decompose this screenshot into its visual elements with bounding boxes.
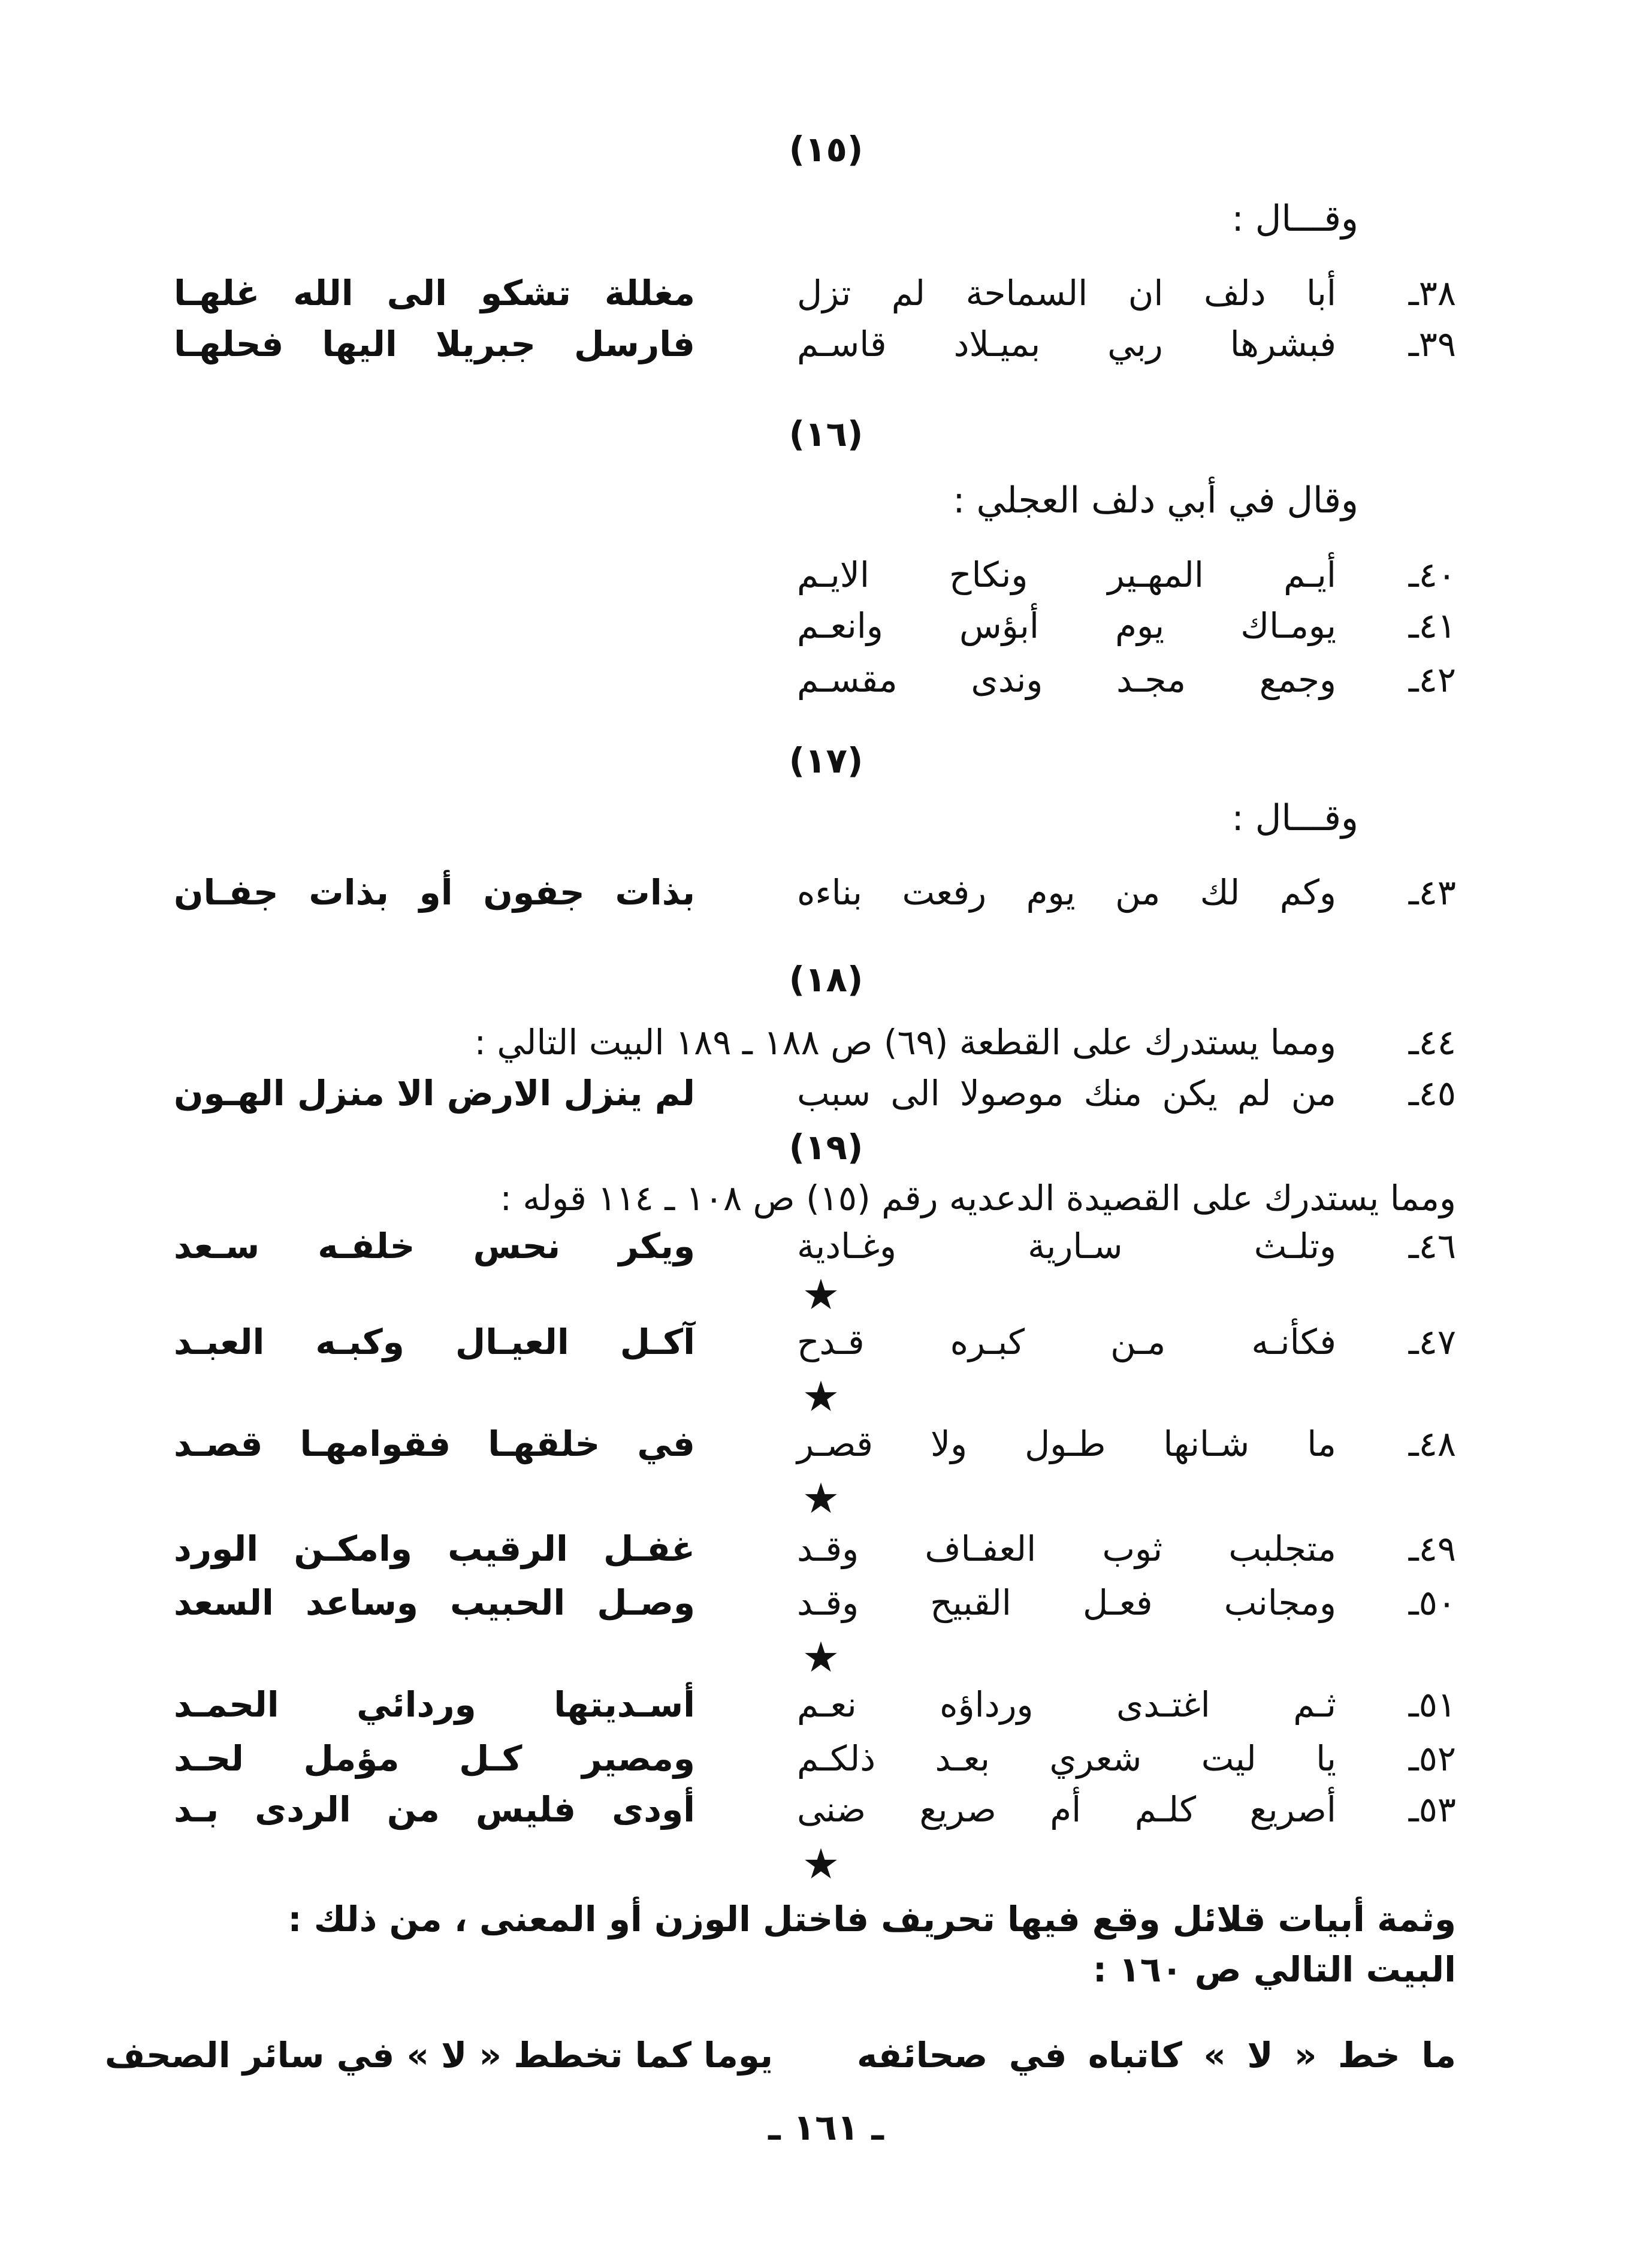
verse-first-hemistich: ثـم اغتـدى ورداؤه نعـم xyxy=(797,1684,1336,1725)
verse-line xyxy=(174,1073,1456,1121)
verse-number: ٤٥ـ xyxy=(1408,1073,1456,1114)
verse-number: ٤٢ـ xyxy=(1408,659,1456,700)
verse-first-hemistich: فكأنـه مـن كبـره قـدح xyxy=(797,1322,1336,1362)
section-heading: (١٦) xyxy=(789,414,863,454)
star-separator: ★ xyxy=(802,1474,840,1523)
note-line xyxy=(174,1178,1456,1226)
page-number: ـ ١٦١ ـ xyxy=(768,2107,884,2149)
verse-first-hemistich: متجلبب ثوب العفـاف وقـد xyxy=(797,1528,1336,1569)
verse-line xyxy=(174,1789,1456,1837)
verse-line xyxy=(174,1528,1456,1576)
verse-first-hemistich: وتلـث سـارية وغـادية xyxy=(797,1226,1336,1266)
verse-first-hemistich: يا ليت شعري بعـد ذلكـم xyxy=(797,1738,1336,1779)
verse-number: ٤٣ـ xyxy=(1408,872,1456,913)
section-intro: وقـــال : xyxy=(1231,198,1358,240)
verse-first-hemistich: أصريع كلـم أم صريع ضنى xyxy=(797,1789,1336,1830)
verse-number: ٤٩ـ xyxy=(1408,1528,1456,1569)
verse-number: ٤١ـ xyxy=(1408,605,1456,646)
verse-line xyxy=(174,1322,1456,1370)
verse-second-hemistich: يوما كما تخطط « لا » في سائر الصحف xyxy=(104,2035,773,2076)
verse-line xyxy=(174,605,1456,653)
section-intro: وقـــال : xyxy=(1231,797,1358,839)
verse-line xyxy=(174,1423,1456,1471)
verse-number: ٥١ـ xyxy=(1408,1684,1456,1725)
verse-second-hemistich: ومصير كـل مؤمل لحـد xyxy=(174,1738,695,1779)
verse-first-hemistich: وجمع مجـد وندى مقسـم xyxy=(797,659,1336,700)
verse-second-hemistich: أودى فليس من الردى بـد xyxy=(174,1789,695,1830)
verse-number: ٣٩ـ xyxy=(1408,324,1456,364)
verse-number: ٥٣ـ xyxy=(1408,1789,1456,1830)
verse-number: ٥٠ـ xyxy=(1408,1582,1456,1623)
note-line xyxy=(174,1022,1456,1070)
verse-second-hemistich: فارسل جبريلا اليها فحلهـا xyxy=(174,324,695,364)
closing-paragraph-line: وثمة أبيات قلائل وقع فيها تحريف فاختل الوزن أو المعنى ، من ذلك : xyxy=(288,1899,1456,1940)
section-heading: (١٧) xyxy=(789,740,863,781)
verse-number: ٤٤ـ xyxy=(1408,1022,1456,1063)
closing-verse xyxy=(104,2035,1456,2083)
verse-line xyxy=(174,1684,1456,1732)
verse-line xyxy=(174,1582,1456,1630)
note-text: ومما يستدرك على القطعة (٦٩) ص ١٨٨ ـ ١٨٩ البيت التالي : xyxy=(474,1022,1336,1063)
verse-first-hemistich: ومجانب فعـل القبيح وقـد xyxy=(797,1582,1336,1623)
verse-number: ٣٨ـ xyxy=(1408,273,1456,313)
section-heading: (١٩) xyxy=(789,1127,863,1168)
verse-first-hemistich: أبا دلف ان السماحة لم تزل xyxy=(797,273,1336,313)
verse-second-hemistich: غفـل الرقيب وامكـن الورد xyxy=(174,1528,695,1569)
verse-number: ٤٨ـ xyxy=(1408,1423,1456,1464)
verse-number: ٤٦ـ xyxy=(1408,1226,1456,1266)
verse-number: ٥٢ـ xyxy=(1408,1738,1456,1779)
verse-line xyxy=(174,554,1456,602)
verse-first-hemistich: وكم لك من يوم رفعت بناءه xyxy=(797,872,1336,913)
verse-first-hemistich: ما خط « لا » كاتباه في صحائفه xyxy=(857,2035,1456,2076)
verse-number: ٤٧ـ xyxy=(1408,1322,1456,1362)
star-separator: ★ xyxy=(802,1839,840,1889)
note-text: ومما يستدرك على القصيدة الدعديه رقم (١٥) ص ١٠٨ ـ ١١٤ قوله : xyxy=(500,1178,1456,1218)
star-separator: ★ xyxy=(802,1372,840,1421)
star-separator: ★ xyxy=(802,1633,840,1682)
section-intro: وقال في أبي دلف العجلي : xyxy=(953,479,1358,521)
closing-paragraph xyxy=(174,1894,1456,1995)
verse-line xyxy=(174,273,1456,321)
verse-line xyxy=(174,1738,1456,1786)
star-separator: ★ xyxy=(802,1270,840,1319)
verse-second-hemistich: لم ينزل الارض الا منزل الهـون xyxy=(174,1073,695,1114)
verse-line xyxy=(174,659,1456,707)
verse-line xyxy=(174,1226,1456,1274)
verse-second-hemistich: أسـديتها وردائي الحمـد xyxy=(174,1684,695,1725)
verse-line xyxy=(174,324,1456,372)
verse-first-hemistich: فبشرها ربي بميـلاد قاسـم xyxy=(797,324,1336,364)
section-heading: (١٥) xyxy=(789,129,863,170)
verse-first-hemistich: من لم يكن منك موصولا الى سبب xyxy=(797,1073,1336,1114)
verse-second-hemistich: آكـل العيـال وكبـه العبـد xyxy=(174,1322,695,1362)
section-heading: (١٨) xyxy=(789,959,863,1000)
verse-first-hemistich: ما شـانها طـول ولا قصـر xyxy=(797,1423,1336,1464)
verse-second-hemistich: بذات جفون أو بذات جفـان xyxy=(174,872,695,913)
verse-first-hemistich: يومـاك يوم أبؤس وانعـم xyxy=(797,605,1336,646)
closing-paragraph-line: البيت التالي ص ١٦٠ : xyxy=(1092,1949,1456,1990)
verse-number: ٤٠ـ xyxy=(1408,554,1456,595)
verse-second-hemistich: ويكر نحس خلفـه سـعد xyxy=(174,1226,695,1266)
verse-second-hemistich: في خلقهـا فقوامهـا قصـد xyxy=(174,1423,695,1464)
verse-second-hemistich: وصـل الحبيب وساعد السعد xyxy=(174,1582,695,1623)
verse-first-hemistich: أيـم المهـير ونكاح الايـم xyxy=(797,554,1336,595)
verse-second-hemistich: مغللة تشكو الى الله غلهـا xyxy=(174,273,695,313)
verse-line xyxy=(174,872,1456,920)
